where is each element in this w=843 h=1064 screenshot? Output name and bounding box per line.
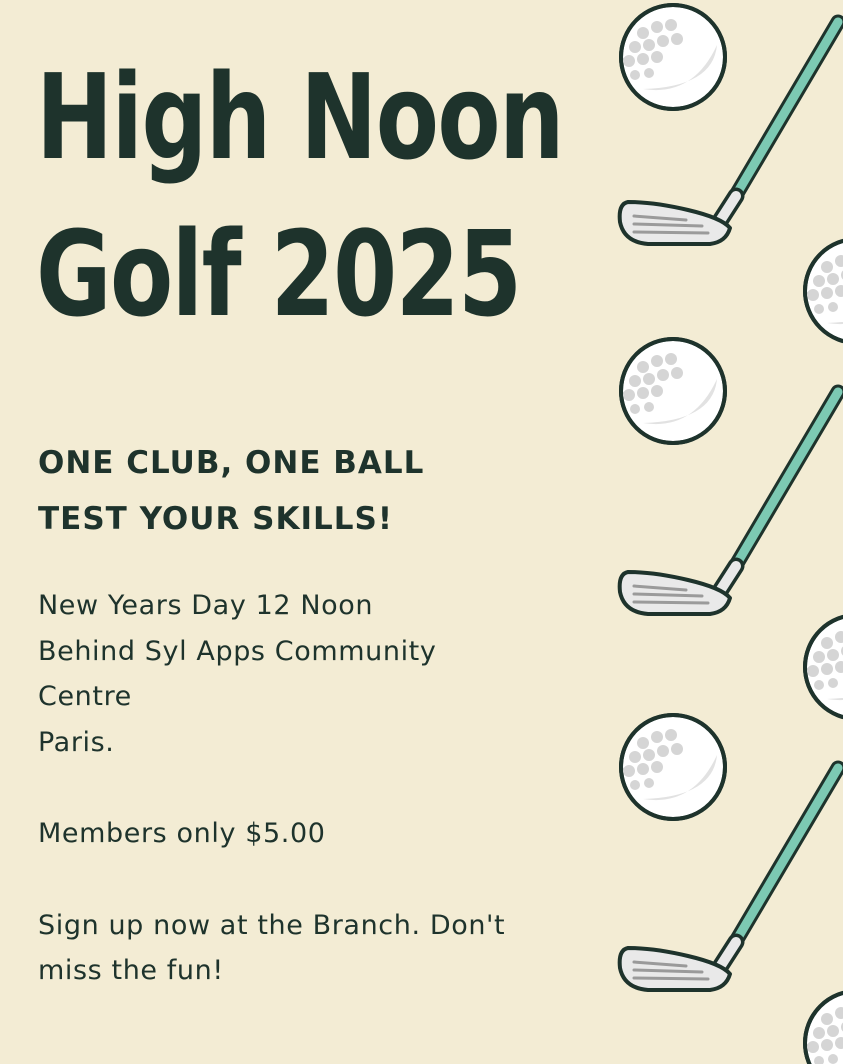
signup-text-line-1: Sign up now at the Branch. Don't (38, 910, 506, 941)
golf-ball-icon (621, 339, 725, 443)
golf-ball-icon (805, 615, 843, 719)
poster-title-line-2: Golf 2025 (36, 205, 521, 343)
tagline-line-2: TEST YOUR SKILLS! (38, 501, 393, 537)
event-date: New Years Day 12 Noon (38, 590, 374, 621)
tagline-line-1: ONE CLUB, ONE BALL (38, 445, 425, 481)
event-location-line-2: Centre (38, 681, 132, 712)
golf-ball-icon (621, 715, 725, 819)
signup-text-line-2: miss the fun! (38, 955, 224, 986)
golf-ball-icon (621, 5, 725, 109)
event-city: Paris. (38, 727, 115, 758)
golf-ball-icon (805, 991, 843, 1064)
event-price: Members only $5.00 (38, 818, 326, 849)
event-location-line-1: Behind Syl Apps Community (38, 636, 437, 667)
poster-title-line-1: High Noon (36, 48, 564, 186)
golf-ball-icon (805, 239, 843, 343)
